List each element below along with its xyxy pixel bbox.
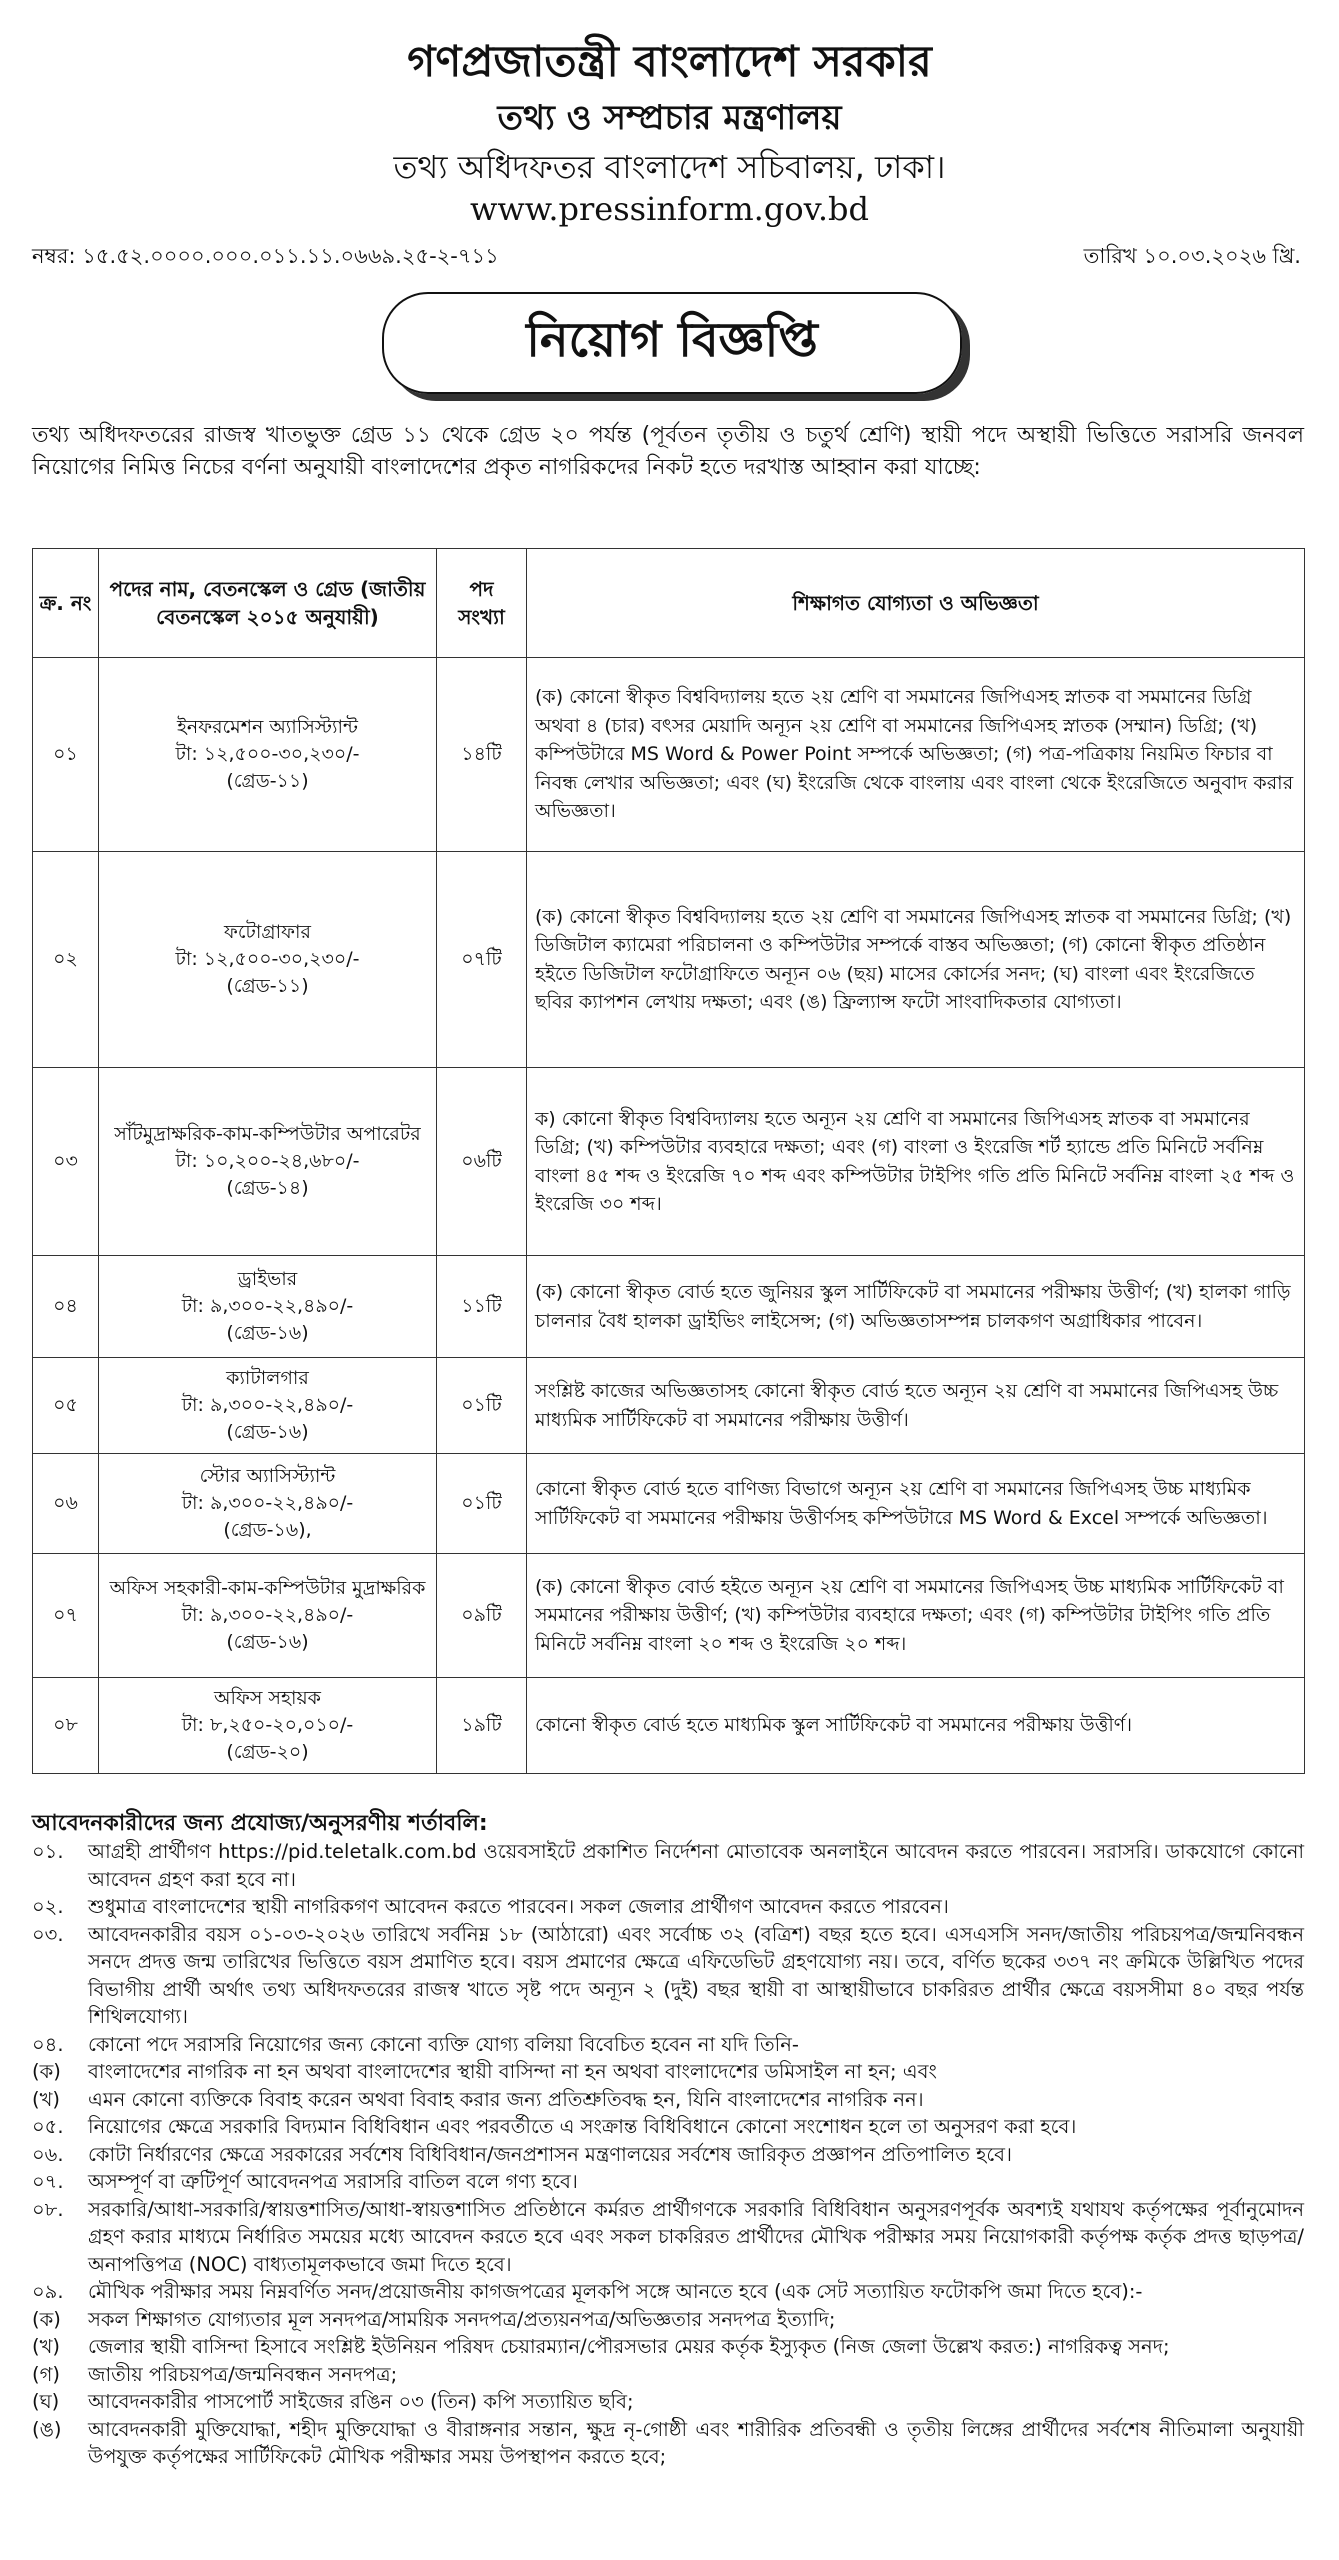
condition-text: জেলার স্থায়ী বাসিন্দা হিসাবে সংশ্লিষ্ট ইউনিয়ন পরিষদ চেয়ারম্যান/পৌরসভার মেয়র কর্তৃক ইস্যুকৃত (নিজ জেলা উল্লেখ করত:) নাগরিকত্ব সনদ; [88, 2335, 1170, 2358]
condition-number: ০৩. [32, 1922, 64, 1946]
row-qualification: সংশ্লিষ্ট কাজের অভিজ্ঞতাসহ কোনো স্বীকৃত বোর্ড হতে অন্যূন ২য় শ্রেণি বা সমমানের জিপিএসহ উচ্চ মাধ্যমিক সার্টিফিকেট বা সমমানের পরীক্ষায় উত্তীর্ণ। [527, 1358, 1305, 1454]
post-grade: (গ্রেড-১৪) [226, 1177, 309, 1199]
table-row [33, 1256, 1305, 1358]
condition-number: (গ) [32, 2362, 60, 2386]
row-count: ১৯টি [437, 1678, 527, 1774]
condition-number: ০৯. [32, 2280, 64, 2303]
row-post [99, 1256, 437, 1358]
condition-text: শুধুমাত্র বাংলাদেশের স্থায়ী নাগরিকগণ আবেদন করতে পারবেন। সকল জেলার প্রার্থীগণ আবেদন করতে পারবেন। [88, 1895, 949, 1918]
row-count: ১১টি [437, 1256, 527, 1358]
condition-number: ০৬. [32, 2142, 64, 2166]
condition-text: আগ্রহী প্রার্থীগণ https://pid.teletalk.com.bd ওয়েবসাইটে প্রকাশিত নির্দেশনা মোতাবেক অনলাইনে আবেদন করতে পারবেন। সরাসরি। ডাকযোগে কোনো আবেদন গ্রহণ করা হবে না। [88, 1840, 1304, 1891]
government-heading: গণপ্রজাতন্ত্রী বাংলাদেশ সরকার [407, 37, 932, 87]
posts-table [32, 548, 1305, 1774]
post-name: ড্রাইভার [237, 1268, 298, 1290]
post-grade: (গ্রেড-১৬) [226, 1322, 309, 1344]
condition-item [32, 2141, 1304, 2169]
row-count: ০১টি [437, 1358, 527, 1454]
row-post [99, 1068, 437, 1256]
condition-number: (খ) [32, 2335, 61, 2358]
row-count: ১৪টি [437, 658, 527, 852]
condition-text: সরকারি/আধা-সরকারি/স্বায়ত্তশাসিত/আধা-স্বায়ত্তশাসিত প্রতিষ্ঠানে কর্মরত প্রার্থীগণকে সরকারি বিধিবিধান অনুসরণপূর্বক অবশ্যই যথাযথ কর্তৃপক্ষের পূর্বানুমোদন গ্রহণ করার মাধ্যমে নির্ধারিত সময়ের মধ্যে আবেদন করতে হবে এবং সকল চাকরিরত প্রার্থীদের মৌখিক পরীক্ষার সময় নিয়োগকারী কর্তৃপক্ষ কর্তৃক প্রদত্ত ছাড়পত্র/অনাপত্তিপত্র (NOC) বাধ্যতামূলকভাবে জমা দিতে হবে। [88, 2197, 1304, 2276]
condition-number: ০২. [32, 1895, 64, 1918]
condition-item [32, 2196, 1304, 2279]
post-grade: (গ্রেড-১১) [226, 975, 309, 997]
row-qualification: (ক) কোনো স্বীকৃত বিশ্ববিদ্যালয় হতে ২য় শ্রেণি বা সমমানের জিপিএসহ স্নাতক বা সমমানের ডিগ্রি অথবা ৪ (চার) বৎসর মেয়াদি অন্যূন ২য় শ্রেণি বা সমমানের জিপিএসহ স্নাতক (সম্মান) ডিগ্রি; (খ) কম্পিউটারে MS Word & Power Point সম্পর্কে অভিজ্ঞতা; (গ) পত্র-পত্রিকায় নিয়মিত ফিচার বা নিবন্ধ লেখার অভিজ্ঞতা; এবং (ঘ) ইংরেজি থেকে বাংলায় এবং বাংলা থেকে ইংরেজিতে অনুবাদ করার অভিজ্ঞতা। [527, 658, 1305, 852]
condition-item [32, 2086, 1304, 2114]
condition-number: ০৫. [32, 2115, 64, 2138]
row-serial: ০৫ [33, 1358, 99, 1454]
condition-number: (ঘ) [32, 2390, 60, 2413]
memo-number: নম্বর: ১৫.৫২.০০০০.০০০.০১১.১১.০৬৬৯.২৫-২-৭১১ [32, 244, 499, 268]
condition-item [32, 2031, 1304, 2059]
post-name: অফিস সহকারী-কাম-কম্পিউটার মুদ্রাক্ষরিক [109, 1577, 426, 1599]
row-serial: ০৪ [33, 1256, 99, 1358]
condition-number: ০৭. [32, 2170, 64, 2193]
condition-item [32, 2168, 1304, 2196]
condition-text: কোটা নির্ধারণের ক্ষেত্রে সরকারের সর্বশেষ বিধিবিধান/জনপ্রশাসন মন্ত্রণালয়ের সর্বশেষ জারিকৃত প্রজ্ঞাপন প্রতিপালিত হবে। [88, 2142, 1012, 2166]
row-post [99, 1678, 437, 1774]
condition-number: (ঙ) [32, 2417, 62, 2441]
row-qualification: (ক) কোনো স্বীকৃত বোর্ড হতে জুনিয়র স্কুল সার্টিফিকেট বা সমমানের পরীক্ষায় উত্তীর্ণ; (খ) হালকা গাড়ি চালনার বৈধ হালকা ড্রাইভিং লাইসেন্স; (গ) অভিজ্ঞতাসম্পন্ন চালকগণ অগ্রাধিকার পাবেন। [527, 1256, 1305, 1358]
post-pay: টা: ৯,৩০০-২২,৪৯০/- [181, 1492, 354, 1514]
condition-number: (ক) [32, 2307, 61, 2331]
row-count: ০৭টি [437, 852, 527, 1068]
table-row [33, 1068, 1305, 1256]
row-post [99, 1554, 437, 1678]
condition-text: আবেদনকারী মুক্তিযোদ্ধা, শহীদ মুক্তিযোদ্ধা ও বীরাঙ্গনার সন্তান, ক্ষুদ্র নৃ-গোষ্ঠী এবং শারীরিক প্রতিবন্ধী ও তৃতীয় লিঙ্গের প্রার্থীদের সর্বশেষ নীতিমালা অনুযায়ী উপযুক্ত কর্তৃপক্ষের সার্টিফিকেট মৌখিক পরীক্ষার সময় উপস্থাপন করতে হবে; [88, 2417, 1304, 2468]
condition-number: ০১. [32, 1840, 64, 1863]
post-name: ইনফরমেশন অ্যাসিস্ট্যান্ট [176, 716, 359, 738]
condition-item [32, 2416, 1304, 2471]
table-row [33, 658, 1305, 852]
condition-item [32, 2361, 1304, 2389]
row-post [99, 658, 437, 852]
condition-text: আবেদনকারীর বয়স ০১-০৩-২০২৬ তারিখে সর্বনিম্ন ১৮ (আঠারো) এবং সর্বোচ্চ ৩২ (বত্রিশ) বছর হতে হবে। এসএসসি সনদ/জাতীয় পরিচয়পত্র/জন্মনিবন্ধন সনদে প্রদত্ত জন্ম তারিখের ভিত্তিতে বয়স প্রমাণিত হবে। বয়স প্রমাণের ক্ষেত্রে এফিডেভিট গ্রহণযোগ্য নয়। তবে, বর্ণিত ছকের ৩৩৭ নং ক্রমিকে উল্লিখিত পদের বিভাগীয় প্রার্থী অর্থাৎ তথ্য অধিদফতরের রাজস্ব খাতে সৃষ্ট পদে অন্যূন ২ (দুই) বছর স্থায়ী বা আস্থায়ীভাবে চাকরিরত প্রার্থীর ক্ষেত্রে বয়সসীমা ৪০ বছর পর্যন্ত শিথিলযোগ্য। [88, 1922, 1304, 2028]
condition-number: (খ) [32, 2087, 61, 2111]
department-address: তথ্য অধিদফতর বাংলাদেশ সচিবালয়, ঢাকা। [393, 148, 946, 186]
row-qualification: কোনো স্বীকৃত বোর্ড হতে বাণিজ্য বিভাগে অন্যূন ২য় শ্রেণি বা সমমানের জিপিএসহ উচ্চ মাধ্যমিক সার্টিফিকেট বা সমমানের পরীক্ষায় উত্তীর্ণসহ কম্পিউটারে MS Word & Excel সম্পর্কে অভিজ্ঞতা। [527, 1454, 1305, 1554]
post-grade: (গ্রেড-২০) [226, 1741, 309, 1763]
row-post [99, 1454, 437, 1554]
condition-text: মৌখিক পরীক্ষার সময় নিম্নবর্ণিত সনদ/প্রয়োজনীয় কাগজপত্রের মূলকপি সঙ্গে আনতে হবে (এক সেট সত্যায়িত ফটোকপি জমা দিতে হবে):- [88, 2280, 1143, 2303]
row-count: ০৯টি [437, 1554, 527, 1678]
table-row [33, 852, 1305, 1068]
row-qualification: কোনো স্বীকৃত বোর্ড হতে মাধ্যমিক স্কুল সার্টিফিকেট বা সমমানের পরীক্ষায় উত্তীর্ণ। [527, 1678, 1305, 1774]
post-pay: টা: ১২,৫০০-৩০,২৩০/- [175, 743, 360, 765]
condition-text: নিয়োগের ক্ষেত্রে সরকারি বিদ্যমান বিধিবিধান এবং পরবর্তীতে এ সংক্রান্ত বিধিবিধানে কোনো সংশোধন হলে তা অনুসরণ করা হবে। [88, 2115, 1077, 2138]
post-pay: টা: ১০,২০০-২৪,৬৮০/- [175, 1150, 360, 1172]
header-qualification: শিক্ষাগত যোগ্যতা ও অভিজ্ঞতা [527, 549, 1305, 658]
condition-text: অসম্পূর্ণ বা ত্রুটিপূর্ণ আবেদনপত্র সরাসরি বাতিল বলে গণ্য হবে। [88, 2170, 578, 2193]
ministry-heading: তথ্য ও সম্প্রচার মন্ত্রণালয় [497, 98, 842, 138]
post-pay: টা: ৯,৩০০-২২,৪৯০/- [181, 1394, 354, 1416]
condition-text: আবেদনকারীর পাসপোর্ট সাইজের রঙিন ০৩ (তিন) কপি সত্যায়িত ছবি; [88, 2390, 634, 2413]
row-serial: ০৭ [33, 1554, 99, 1678]
post-pay: টা: ৯,৩০০-২২,৪৯০/- [181, 1604, 354, 1626]
condition-item [32, 1893, 1304, 1921]
condition-item [32, 2278, 1304, 2306]
condition-item [32, 2058, 1304, 2086]
post-pay: টা: ৮,২৫০-২০,০১০/- [181, 1714, 354, 1736]
condition-number: ০৪. [32, 2032, 64, 2056]
header-count: পদ সংখ্যা [437, 549, 527, 658]
row-serial: ০২ [33, 852, 99, 1068]
table-header-row [33, 549, 1305, 658]
row-post [99, 1358, 437, 1454]
condition-text: কোনো পদে সরাসরি নিয়োগের জন্য কোনো ব্যক্তি যোগ্য বলিয়া বিবেচিত হবেন না যদি তিনি- [88, 2032, 799, 2056]
post-name: ক্যাটালগার [226, 1367, 309, 1389]
post-name: সাঁটমুদ্রাক্ষরিক-কাম-কম্পিউটার অপারেটর [114, 1123, 421, 1145]
website-link[interactable]: www.pressinform.gov.bd [469, 190, 870, 228]
header-serial: ক্র. নং [33, 549, 99, 658]
row-serial: ০১ [33, 658, 99, 852]
table-row [33, 1678, 1305, 1774]
post-grade: (গ্রেড-১১) [226, 770, 309, 792]
condition-item [32, 1921, 1304, 2031]
row-serial: ০৮ [33, 1678, 99, 1774]
row-qualification: (ক) কোনো স্বীকৃত বিশ্ববিদ্যালয় হতে ২য় শ্রেণি বা সমমানের জিপিএসহ স্নাতক বা সমমানের ডিগ্রি; (খ) ডিজিটাল ক্যামেরা পরিচালনা ও কম্পিউটার সম্পর্কে বাস্তব অভিজ্ঞতা; (গ) কোনো স্বীকৃত প্রতিষ্ঠান হইতে ডিজিটাল ফটোগ্রাফিতে অন্যূন ০৬ (ছয়) মাসের কোর্সের সনদ; (ঘ) বাংলা এবং ইংরেজিতে ছবির ক্যাপশন লেখায় দক্ষতা; এবং (ঙ) ফ্রিল্যান্স ফটো সাংবাদিকতার যোগ্যতা। [527, 852, 1305, 1068]
condition-number: ০৮. [32, 2197, 64, 2221]
post-pay: টা: ১২,৫০০-৩০,২৩০/- [175, 948, 360, 970]
condition-item [32, 2306, 1304, 2334]
condition-text: এমন কোনো ব্যক্তিকে বিবাহ করেন অথবা বিবাহ করার জন্য প্রতিশ্রুতিবদ্ধ হন, যিনি বাংলাদেশের নাগরিক নন। [88, 2087, 924, 2111]
post-grade: (গ্রেড-১৬), [223, 1519, 312, 1541]
post-pay: টা: ৯,৩০০-২২,৪৯০/- [181, 1295, 354, 1317]
row-count: ০১টি [437, 1454, 527, 1554]
row-count: ০৬টি [437, 1068, 527, 1256]
memo-date: তারিখ ১০.০৩.২০২৬ খ্রি. [1083, 244, 1301, 268]
table-row [33, 1554, 1305, 1678]
conditions-title: আবেদনকারীদের জন্য প্রযোজ্য/অনুসরণীয় শর্তাবলি: [32, 1811, 488, 1836]
table-row [33, 1358, 1305, 1454]
post-name: অফিস সহায়ক [214, 1687, 321, 1709]
condition-item [32, 1838, 1304, 1893]
row-qualification: ক) কোনো স্বীকৃত বিশ্ববিদ্যালয় হতে অন্যূন ২য় শ্রেণি বা সমমানের জিপিএসহ স্নাতক বা সমমানের ডিগ্রি; (খ) কম্পিউটার ব্যবহারে দক্ষতা; এবং (গ) বাংলা ও ইংরেজি শর্ট হ্যান্ডে প্রতি মিনিটে সর্বনিম্ন বাংলা ৪৫ শব্দ ও ইংরেজি ৭০ শব্দ এবং কম্পিউটার টাইপিং গতি প্রতি মিনিটে সর্বনিম্ন বাংলা ২৫ শব্দ ও ইংরেজি ৩০ শব্দ। [527, 1068, 1305, 1256]
post-name: ফটোগ্রাফার [224, 921, 311, 943]
row-qualification: (ক) কোনো স্বীকৃত বোর্ড হইতে অন্যূন ২য় শ্রেণি বা সমমানের জিপিএসহ উচ্চ মাধ্যমিক সার্টিফিকেট বা সমমানের পরীক্ষায় উত্তীর্ণ; (খ) কম্পিউটার ব্যবহারে দক্ষতা; এবং (গ) কম্পিউটার টাইপিং গতি প্রতি মিনিটে সর্বনিম্ন বাংলা ২০ শব্দ ও ইংরেজি ২০ শব্দ। [527, 1554, 1305, 1678]
conditions-list [32, 1838, 1304, 2471]
condition-item [32, 2388, 1304, 2416]
condition-number: (ক) [32, 2060, 61, 2083]
post-grade: (গ্রেড-১৬) [226, 1421, 309, 1443]
row-serial: ০৩ [33, 1068, 99, 1256]
condition-item [32, 2333, 1304, 2361]
post-grade: (গ্রেড-১৬) [226, 1631, 309, 1653]
notice-title: নিয়োগ বিজ্ঞপ্তি [382, 292, 962, 394]
header-post: পদের নাম, বেতনস্কেল ও গ্রেড (জাতীয় বেতনস্কেল ২০১৫ অনুযায়ী) [99, 549, 437, 658]
row-serial: ০৬ [33, 1454, 99, 1554]
post-name: স্টোর অ্যাসিস্ট্যান্ট [199, 1465, 336, 1487]
condition-text: জাতীয় পরিচয়পত্র/জন্মনিবন্ধন সনদপত্র; [88, 2362, 398, 2386]
row-post [99, 852, 437, 1068]
condition-text: বাংলাদেশের নাগরিক না হন অথবা বাংলাদেশের স্থায়ী বাসিন্দা না হন অথবা বাংলাদেশের ডমিসাইল না হন; এবং [88, 2060, 937, 2083]
condition-item [32, 2113, 1304, 2141]
table-row [33, 1454, 1305, 1554]
intro-paragraph: তথ্য অধিদফতরের রাজস্ব খাতভুক্ত গ্রেড ১১ থেকে গ্রেড ২০ পর্যন্ত (পূর্বতন তৃতীয় ও চতুর্থ শ্রেণি) স্থায়ী পদে অস্থায়ী ভিত্তিতে সরাসরি জনবল নিয়োগের নিমিত্ত নিচের বর্ণনা অনুযায়ী বাংলাদেশের প্রকৃত নাগরিকদের নিকট হতে দরখাস্ত আহ্বান করা যাচ্ছে: [32, 423, 1304, 480]
condition-text: সকল শিক্ষাগত যোগ্যতার মূল সনদপত্র/সাময়িক সনদপত্র/প্রত্যয়নপত্র/অভিজ্ঞতার সনদপত্র ইত্যাদি; [88, 2307, 836, 2331]
